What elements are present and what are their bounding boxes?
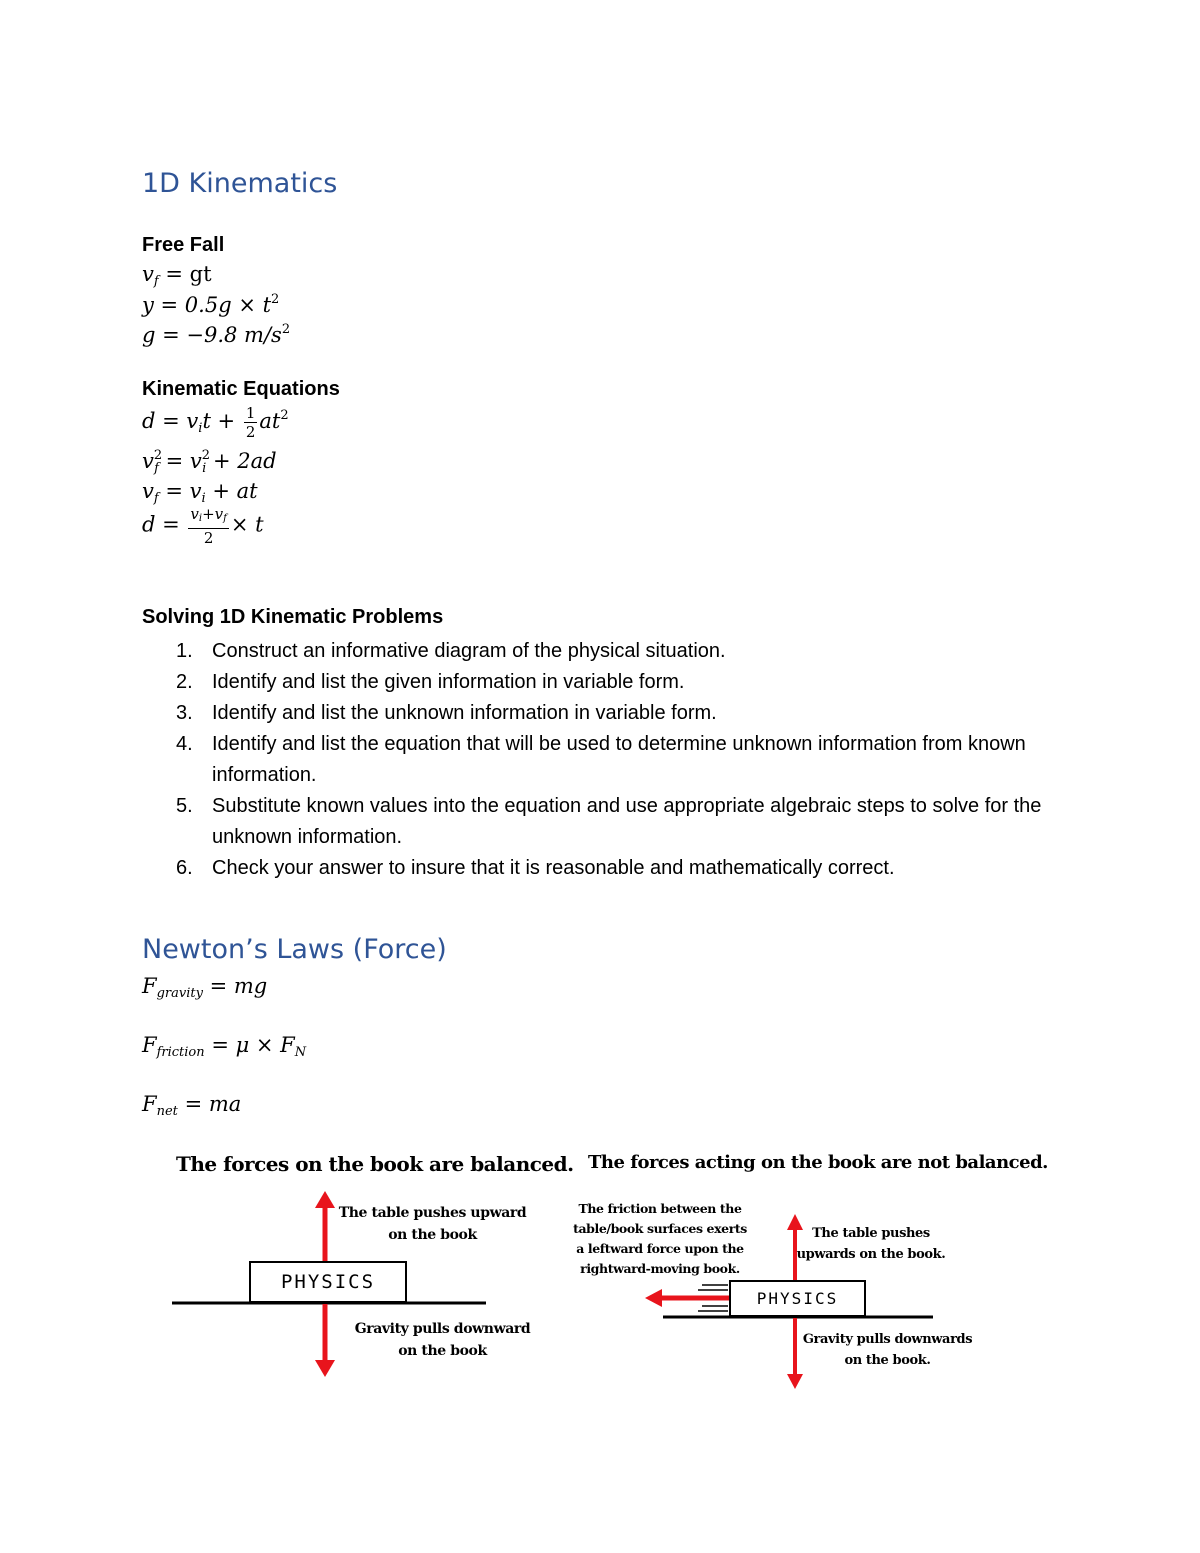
balanced-normal-force-label: The table pushes upward on the book: [338, 1205, 527, 1243]
unbalanced-figure-caption: The forces acting on the book are not balanced.: [588, 1152, 1048, 1173]
section-heading-kinematics: 1D Kinematics: [142, 168, 338, 199]
unbalanced-gravity-label: Gravity pulls downwards on the book.: [802, 1332, 973, 1368]
equation-gravity-constant: g = −9.8 $m/s^2$: [142, 322, 291, 347]
unbalanced-gravity-force-arrowhead: [787, 1374, 803, 1389]
equation-force-friction: $F_{friction} = \mu \times F_N$: [142, 1033, 307, 1060]
equation-force-gravity: $F_{gravity}$ = mg: [142, 974, 268, 1001]
equation-final-velocity-free-fall: $v_f$ = gt: [142, 262, 212, 289]
fraction-one-half: $\frac{1}{2}$: [245, 404, 256, 441]
equation-average-velocity-displacement: d = $\frac{v_i+v_f}{2}$ × t: [142, 505, 264, 547]
list-item: 6. Check your answer to insure that it is reasonable and mathematically correct.: [176, 857, 895, 879]
list-item: 5. Substitute known values into the equation and use appropriate algebraic steps to solve for the unknown information.: [176, 795, 1042, 848]
equation-final-velocity: $v_f = v_i$ + at: [142, 479, 258, 506]
unbalanced-book: PHYSICS: [729, 1280, 866, 1317]
balanced-gravity-label: Gravity pulls downward on the book: [354, 1321, 531, 1359]
equation-displacement-free-fall: $y = 0.5g \times t^2$: [142, 292, 280, 317]
balanced-figure-caption: The forces on the book are balanced.: [176, 1152, 574, 1176]
unbalanced-normal-force-label: The table pushes upwards on the book.: [796, 1226, 946, 1262]
free-fall-title: Free Fall: [142, 234, 225, 256]
friction-force-arrowhead: [645, 1289, 662, 1307]
balanced-gravity-force-arrowhead: [315, 1360, 335, 1377]
section-heading-newton: Newton’s Laws (Force): [142, 934, 447, 965]
kinematic-equations-title: Kinematic Equations: [142, 378, 340, 400]
fraction-average-velocity: $\frac{v_i+v_f}{2}$: [190, 505, 227, 547]
list-item: 3. Identify and list the unknown information in variable form.: [176, 702, 717, 724]
solving-problems-title: Solving 1D Kinematic Problems: [142, 606, 444, 628]
list-item: 4. Identify and list the equation that will be used to determine unknown information from known information.: [176, 733, 1026, 786]
friction-force-label: The friction between the table/book surfaces exerts a leftward force upon the rightward-moving book.: [573, 1201, 747, 1276]
equation-net-force: $F_{net}$ = ma: [142, 1092, 242, 1119]
balanced-book: PHYSICS: [249, 1261, 407, 1303]
list-item: 2. Identify and list the given information in variable form.: [176, 671, 685, 693]
list-item: 1. Construct an informative diagram of the physical situation.: [176, 640, 726, 662]
equation-displacement: $d = v_it$ + $\frac{1}{2}$ $at^2$: [142, 404, 289, 441]
equation-velocity-squared: $v^2_f = v^2_i + 2ad$: [142, 448, 277, 476]
